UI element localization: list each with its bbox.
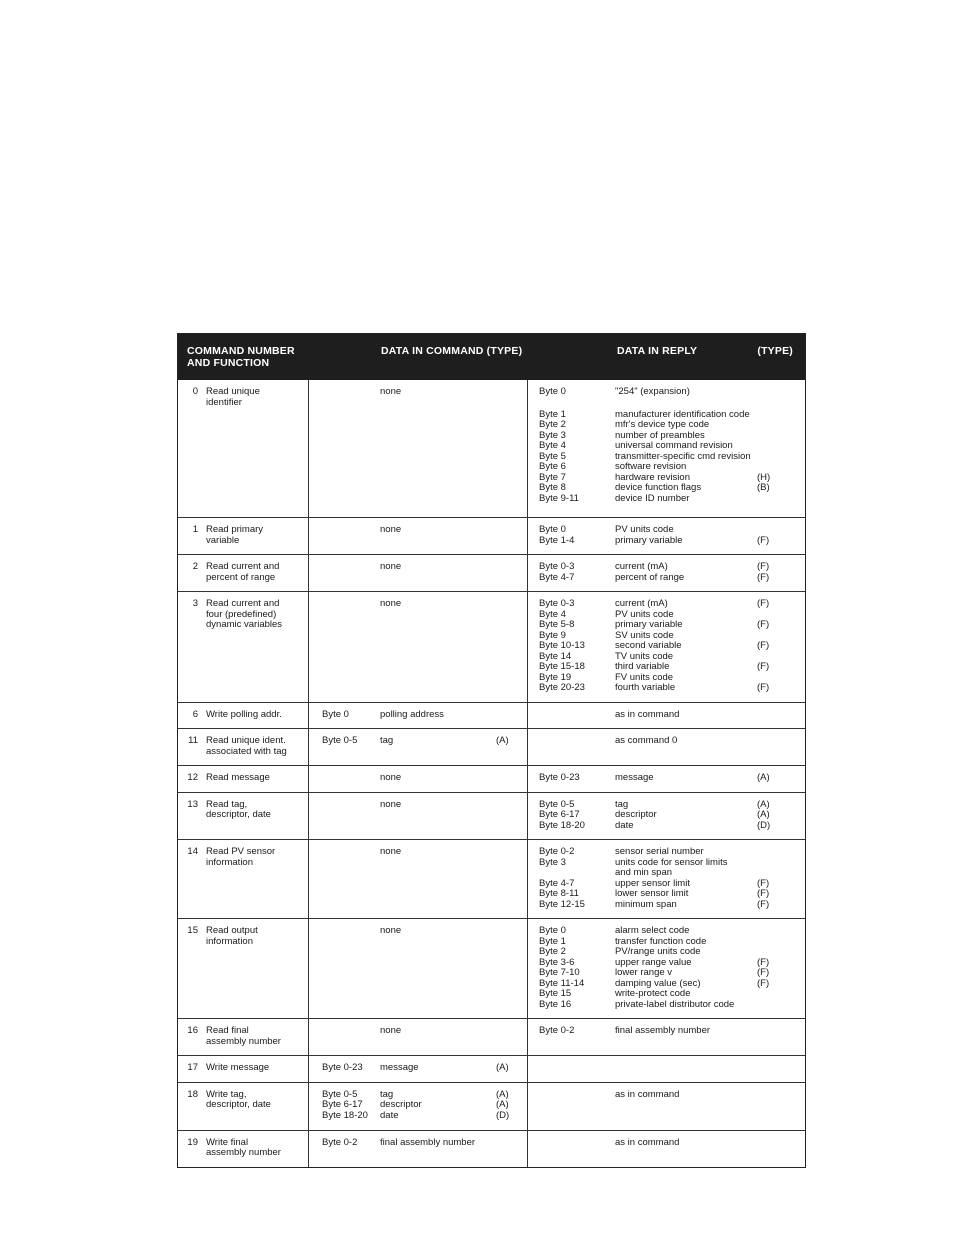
data-line (528, 900, 805, 911)
command-number: 12 (187, 772, 198, 783)
data-in-command-cell (309, 703, 528, 729)
command-function: Read unique identifier (206, 386, 260, 408)
data-line (528, 1138, 805, 1149)
command-cell (178, 518, 309, 554)
data-in-command-cell (309, 518, 528, 554)
data-in-reply-cell (528, 1083, 805, 1130)
command-function: Read message (206, 772, 270, 783)
byte-range: Byte 2 (539, 419, 566, 430)
data-description: sensor serial number (615, 846, 704, 857)
data-type: (H) (757, 471, 771, 483)
command-number: 0 (192, 386, 198, 397)
byte-range: Byte 0-3 (539, 598, 575, 609)
data-description: final assembly number (380, 1136, 476, 1148)
byte-range: Byte 1-4 (539, 534, 575, 546)
data-in-reply-cell (528, 1131, 805, 1167)
data-in-command-cell (309, 729, 528, 765)
byte-range: Byte 2 (539, 946, 566, 957)
command-cell (178, 555, 309, 591)
data-description: SV units code (615, 629, 674, 641)
data-line (528, 1026, 805, 1037)
header-type: (TYPE) (757, 345, 793, 357)
header-command-number (187, 345, 295, 369)
command-function: Read final assembly number (206, 1025, 281, 1047)
command-table (177, 333, 806, 1168)
byte-range: Byte 3 (539, 429, 566, 441)
data-in-command-cell (309, 840, 528, 918)
data-line (309, 562, 527, 573)
data-type: (A) (496, 735, 509, 746)
table-row (178, 728, 805, 765)
data-type: (F) (757, 956, 770, 968)
data-line (309, 1100, 527, 1111)
command-number: 2 (192, 561, 198, 572)
data-description: date (380, 1109, 399, 1121)
data-description: message (615, 772, 654, 783)
data-description: alarm select code (615, 925, 690, 936)
data-type: (A) (757, 798, 770, 810)
data-line (309, 1063, 527, 1074)
byte-range: Byte 3-6 (539, 956, 575, 968)
byte-range: Byte 6-17 (539, 809, 580, 820)
command-function: Read PV sensor information (206, 846, 276, 868)
data-line (528, 947, 805, 958)
data-description: primary variable (615, 619, 683, 630)
byte-range: Byte 0-2 (539, 1025, 575, 1036)
data-description: descriptor (380, 1099, 422, 1110)
command-cell (178, 380, 309, 517)
data-line (528, 1090, 805, 1101)
command-number: 11 (188, 735, 198, 746)
data-type: (D) (496, 1109, 510, 1121)
data-in-reply-cell (528, 703, 805, 729)
data-description: as in command (615, 1136, 680, 1148)
command-number: 17 (187, 1062, 198, 1073)
byte-range: Byte 0-5 (322, 735, 358, 746)
byte-range: Byte 5 (539, 450, 566, 462)
command-cell (178, 1083, 309, 1130)
command-number: 6 (192, 708, 198, 720)
data-line (528, 868, 805, 879)
command-function: Write message (206, 1062, 270, 1073)
data-line (528, 736, 805, 747)
data-description: mfr's device type code (615, 419, 710, 430)
data-in-reply-cell (528, 840, 805, 918)
data-line (309, 736, 527, 747)
data-line (528, 847, 805, 858)
data-description: FV units code (615, 671, 674, 683)
table-row (178, 765, 805, 792)
table-row (178, 380, 805, 517)
data-line (528, 525, 805, 536)
data-line (528, 1000, 805, 1011)
data-description: second variable (615, 640, 682, 651)
byte-range: Byte 14 (539, 650, 572, 662)
byte-range: Byte 7-10 (539, 967, 580, 978)
data-description: current (mA) (615, 598, 668, 609)
data-in-reply-cell (528, 1056, 805, 1082)
data-line (528, 420, 805, 431)
data-description: and min span (615, 867, 673, 878)
byte-range: Byte 0 (322, 708, 349, 720)
data-line (528, 483, 805, 494)
command-cell (178, 703, 309, 729)
byte-range: Byte 0 (539, 524, 566, 535)
data-description: hardware revision (615, 471, 690, 483)
data-in-reply-cell (528, 729, 805, 765)
data-description: device function flags (615, 482, 702, 493)
data-line (309, 1111, 527, 1122)
byte-range: Byte 0-5 (539, 798, 575, 810)
table-row (178, 839, 805, 918)
command-number: 1 (192, 524, 198, 535)
data-description: transmitter-specific cmd revision (615, 450, 751, 462)
byte-range: Byte 16 (539, 998, 572, 1010)
data-description: none (380, 1025, 402, 1036)
data-type: (F) (757, 888, 770, 899)
header-line1: COMMAND NUMBER (187, 345, 295, 357)
data-description: transfer function code (615, 935, 707, 947)
command-number: 3 (192, 598, 198, 609)
data-description: PV/range units code (615, 946, 701, 957)
data-type: (F) (757, 534, 770, 546)
data-line (528, 683, 805, 694)
table-row (178, 792, 805, 840)
command-function: Read primary variable (206, 524, 264, 546)
header-data-in-command: DATA IN COMMAND (TYPE) (381, 345, 523, 357)
table-row (178, 1082, 805, 1130)
data-description: units code for sensor limits (615, 856, 728, 868)
data-in-reply-cell (528, 592, 805, 702)
byte-range: Byte 1 (539, 408, 566, 420)
data-description: final assembly number (615, 1025, 711, 1036)
byte-range: Byte 3 (539, 856, 566, 868)
data-in-command-cell (309, 793, 528, 840)
command-cell (178, 1131, 309, 1167)
command-cell (178, 793, 309, 840)
command-number: 13 (187, 798, 198, 810)
data-line (309, 710, 527, 721)
byte-range: Byte 8-11 (539, 888, 579, 899)
byte-range: Byte 20-23 (539, 682, 585, 693)
byte-range: Byte 8 (539, 482, 566, 493)
table-row (178, 1018, 805, 1055)
byte-range: Byte 4 (539, 440, 566, 451)
data-description: lower range v (615, 967, 673, 978)
data-description: upper range value (615, 956, 692, 968)
byte-range: Byte 18-20 (539, 819, 585, 831)
data-description: primary variable (615, 534, 683, 546)
data-description: "254" (expansion) (615, 386, 690, 397)
byte-range: Byte 4-7 (539, 571, 575, 583)
data-description: minimum span (615, 898, 677, 910)
data-line (528, 989, 805, 1000)
command-function: Write final assembly number (206, 1136, 281, 1158)
data-description: manufacturer identification code (615, 408, 750, 420)
data-type: (F) (757, 619, 770, 630)
data-type: (F) (757, 640, 770, 651)
command-cell (178, 592, 309, 702)
table-row (178, 702, 805, 729)
data-type: (A) (757, 772, 770, 783)
data-in-command-cell (309, 1019, 528, 1055)
data-line (309, 800, 527, 811)
data-description: message (380, 1062, 419, 1073)
data-description: write-protect code (615, 988, 691, 999)
data-in-command-cell (309, 766, 528, 792)
byte-range: Byte 0-5 (322, 1088, 358, 1100)
data-line (528, 599, 805, 610)
data-description: private-label distributor code (615, 998, 735, 1010)
data-in-reply-cell (528, 518, 805, 554)
data-type: (F) (757, 598, 770, 609)
byte-range: Byte 0-23 (539, 772, 580, 783)
table-row (178, 1055, 805, 1082)
data-line (528, 387, 805, 398)
data-line (528, 641, 805, 652)
data-description: none (380, 798, 402, 810)
data-description: as command 0 (615, 735, 678, 746)
data-in-command-cell (309, 919, 528, 1018)
byte-range: Byte 0-3 (539, 561, 575, 572)
data-type: (F) (757, 661, 770, 672)
data-description: descriptor (615, 809, 657, 820)
data-type: (F) (757, 682, 770, 693)
command-number: 18 (187, 1088, 198, 1100)
byte-range: Byte 15 (539, 988, 572, 999)
data-description: fourth variable (615, 682, 676, 693)
data-in-command-cell (309, 380, 528, 517)
data-type: (A) (496, 1062, 509, 1073)
data-in-reply-cell (528, 1019, 805, 1055)
data-description: none (380, 524, 402, 535)
command-cell (178, 729, 309, 765)
data-description: none (380, 561, 402, 572)
data-type: (A) (757, 809, 770, 820)
data-description: upper sensor limit (615, 877, 690, 889)
table-row (178, 591, 805, 702)
command-function: Read output information (206, 925, 258, 947)
command-number: 15 (187, 925, 198, 936)
data-description: none (380, 386, 402, 397)
data-line (309, 525, 527, 536)
data-type: (F) (757, 571, 770, 583)
data-in-command-cell (309, 1083, 528, 1130)
data-type: (A) (496, 1099, 509, 1110)
data-line (528, 494, 805, 505)
byte-range: Byte 0 (539, 925, 566, 936)
byte-range: Byte 0 (539, 386, 566, 397)
data-description: number of preambles (615, 429, 705, 441)
data-description: none (380, 772, 402, 783)
data-description: percent of range (615, 571, 685, 583)
data-description: as in command (615, 708, 680, 720)
data-description: PV units code (615, 524, 674, 535)
data-line (528, 710, 805, 721)
byte-range: Byte 6-17 (322, 1099, 363, 1110)
data-type: (F) (757, 967, 770, 978)
data-description: damping value (sec) (615, 977, 701, 989)
byte-range: Byte 9-11 (539, 492, 579, 504)
byte-range: Byte 6 (539, 461, 566, 472)
header-line2: AND FUNCTION (187, 357, 270, 369)
data-description: tag (380, 1088, 394, 1100)
command-number: 16 (187, 1025, 198, 1036)
command-number: 14 (187, 846, 198, 857)
data-description: polling address (380, 708, 444, 720)
data-description: device ID number (615, 492, 690, 504)
byte-range: Byte 19 (539, 671, 572, 683)
table-body (178, 380, 805, 1167)
data-description: as in command (615, 1088, 680, 1100)
data-description: none (380, 925, 402, 936)
data-line (309, 1026, 527, 1037)
data-description: TV units code (615, 650, 674, 662)
data-description: tag (380, 735, 394, 746)
table-row (178, 918, 805, 1018)
byte-range: Byte 11-14 (539, 977, 585, 989)
data-line (528, 968, 805, 979)
data-type: (F) (757, 877, 770, 889)
data-line (309, 1138, 527, 1149)
byte-range: Byte 0-2 (322, 1136, 358, 1148)
data-type: (F) (757, 898, 770, 910)
byte-range: Byte 7 (539, 471, 566, 483)
data-in-command-cell (309, 1131, 528, 1167)
data-line (528, 441, 805, 452)
data-in-reply-cell (528, 793, 805, 840)
data-description: none (380, 846, 402, 857)
data-description: tag (615, 798, 629, 810)
command-function: Write polling addr. (206, 708, 282, 720)
command-cell (178, 840, 309, 918)
data-description: PV units code (615, 608, 674, 620)
table-header (178, 334, 805, 380)
data-line (309, 387, 527, 398)
data-description: date (615, 819, 634, 831)
data-in-reply-cell (528, 380, 805, 517)
byte-range: Byte 0-23 (322, 1062, 363, 1073)
data-line (528, 926, 805, 937)
data-type: (F) (757, 561, 770, 572)
data-line (528, 889, 805, 900)
data-type: (D) (757, 819, 771, 831)
command-function: Read current and four (predefined) dynamic variables (206, 598, 283, 630)
data-line (528, 821, 805, 832)
data-in-command-cell (309, 592, 528, 702)
data-line (528, 773, 805, 784)
byte-range: Byte 10-13 (539, 640, 585, 651)
byte-range: Byte 9 (539, 629, 566, 641)
data-line (528, 462, 805, 473)
data-line (528, 662, 805, 673)
table-row (178, 517, 805, 554)
data-in-reply-cell (528, 919, 805, 1018)
byte-range: Byte 12-15 (539, 898, 585, 910)
byte-range: Byte 0-2 (539, 846, 575, 857)
data-type: (A) (496, 1088, 509, 1100)
data-line (309, 773, 527, 784)
data-in-reply-cell (528, 766, 805, 792)
data-line (309, 599, 527, 610)
data-description: none (380, 598, 402, 609)
data-line (309, 847, 527, 858)
command-function: Read current and percent of range (206, 561, 280, 583)
data-type: (B) (757, 482, 770, 493)
byte-range: Byte 18-20 (322, 1109, 368, 1121)
byte-range: Byte 1 (539, 935, 566, 947)
command-cell (178, 1056, 309, 1082)
data-description: third variable (615, 661, 670, 672)
command-cell (178, 766, 309, 792)
data-line (528, 573, 805, 584)
data-description: lower sensor limit (615, 888, 689, 899)
command-number: 19 (187, 1136, 198, 1148)
data-in-command-cell (309, 555, 528, 591)
command-cell (178, 919, 309, 1018)
table-row (178, 554, 805, 591)
data-in-reply-cell (528, 555, 805, 591)
byte-range: Byte 4-7 (539, 877, 575, 889)
command-cell (178, 1019, 309, 1055)
data-line (528, 810, 805, 821)
spacer (528, 398, 805, 410)
command-function: Read unique ident. associated with tag (206, 735, 287, 757)
command-function: Read tag, descriptor, date (206, 798, 271, 820)
data-line (528, 620, 805, 631)
data-line (528, 562, 805, 573)
table-row (178, 1130, 805, 1167)
data-in-command-cell (309, 1056, 528, 1082)
data-line (528, 536, 805, 547)
data-type: (F) (757, 977, 770, 989)
byte-range: Byte 5-8 (539, 619, 575, 630)
data-line (309, 926, 527, 937)
data-description: current (mA) (615, 561, 668, 572)
byte-range: Byte 15-18 (539, 661, 585, 672)
byte-range: Byte 4 (539, 608, 566, 620)
data-description: universal command revision (615, 440, 733, 451)
header-data-in-reply: DATA IN REPLY (617, 345, 698, 357)
data-description: software revision (615, 461, 687, 472)
command-function: Write tag, descriptor, date (206, 1088, 271, 1110)
